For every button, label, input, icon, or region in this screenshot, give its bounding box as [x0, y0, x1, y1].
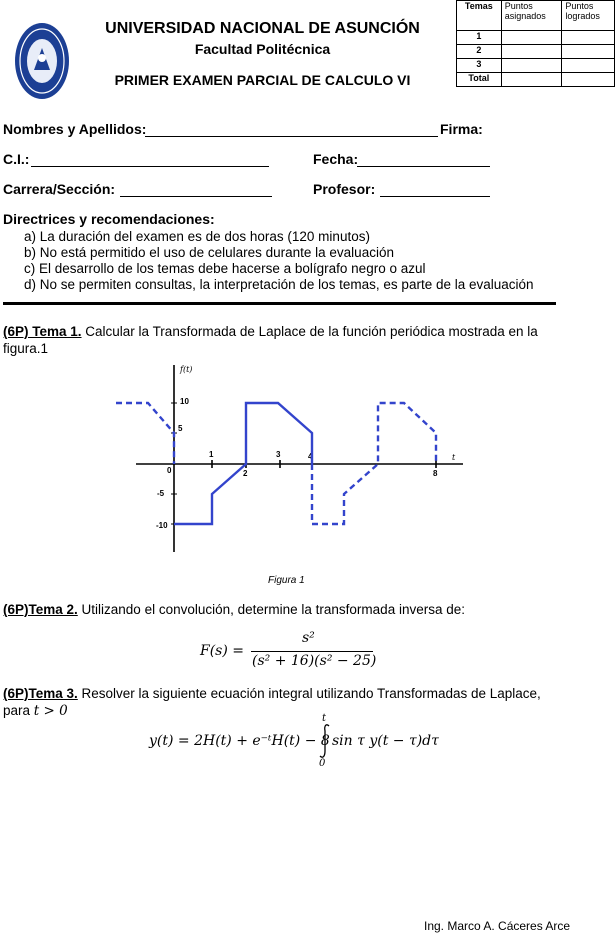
x-tick-1: 1	[209, 450, 214, 459]
grade-row-label: 2	[457, 45, 502, 59]
date-label: Fecha:	[313, 151, 359, 167]
eq1-numerator: s²	[302, 630, 315, 646]
directives-title: Directrices y recomendaciones:	[3, 211, 215, 227]
y-tick-5: 5	[178, 424, 183, 433]
task-2-text: Utilizando el convolución, determine la transformada inversa de:	[77, 602, 465, 617]
task-3-label: (6P)Tema 3.	[3, 686, 78, 701]
directive-item: a) La duración del examen es de dos horas (120 minutos)	[24, 229, 370, 244]
exam-title: PRIMER EXAMEN PARCIAL DE CALCULO VI	[114, 72, 411, 88]
task-3-text-2: para	[3, 703, 34, 718]
task-1	[3, 323, 563, 357]
grade-row-label: 1	[457, 31, 502, 45]
task-3-text: Resolver la siguiente ecuación integral utilizando Transformadas de Laplace,	[77, 686, 541, 701]
footer-author: Ing. Marco A. Cáceres Arce	[424, 919, 571, 933]
professor-line[interactable]	[380, 196, 490, 197]
ci-label: C.I.:	[3, 151, 30, 167]
eq2-integrand: sin τ y(t − τ)dτ	[332, 733, 439, 749]
date-line[interactable]	[357, 166, 490, 167]
professor-label: Profesor:	[313, 181, 376, 197]
faculty-name: Facultad Politécnica	[194, 41, 331, 57]
x-tick-8: 8	[433, 469, 438, 478]
eq1-denominator: (s² + 16)(s² − 25)	[252, 653, 377, 669]
eq2-lhs: y(t) = 2H(t) + e⁻ᵗH(t) − 8	[149, 733, 330, 749]
eq2-upper-limit: t	[322, 713, 327, 724]
grade-cell[interactable]	[562, 31, 615, 45]
grade-cell[interactable]	[501, 31, 562, 45]
grade-cell[interactable]	[562, 73, 615, 87]
col-asignados: Puntos asignados	[501, 1, 562, 31]
grade-cell[interactable]	[501, 59, 562, 73]
grade-row-label: 3	[457, 59, 502, 73]
x-tick-4: 4	[308, 452, 313, 461]
function-dashed-left	[116, 403, 174, 464]
directive-item: b) No está permitido el uso de celulares durante la evaluación	[24, 245, 394, 260]
col-logrados: Puntos logrados	[562, 1, 615, 31]
x-tick-3: 3	[276, 450, 281, 459]
directive-item: d) No se permiten consultas, la interpretación de los temas, es parte de la evaluación	[24, 277, 534, 292]
names-label: Nombres y Apellidos:	[3, 121, 147, 137]
y-tick-neg10: -10	[156, 521, 168, 530]
task-2-label: (6P)Tema 2.	[3, 602, 78, 617]
col-temas: Temas	[457, 1, 502, 31]
task-3	[3, 685, 563, 720]
signature-label: Firma:	[440, 121, 483, 137]
grade-cell[interactable]	[562, 45, 615, 59]
task-1-label: (6P) Tema 1.	[3, 324, 82, 339]
grade-cell[interactable]	[501, 73, 562, 87]
career-line[interactable]	[120, 196, 272, 197]
fraction-bar	[251, 651, 373, 652]
career-label: Carrera/Sección:	[3, 181, 116, 197]
x-tick-0: 0	[167, 466, 172, 475]
task-1-text: Calcular la Transformada de Laplace de la función periódica mostrada en la figura.1	[3, 324, 538, 356]
eq2-lower-limit: 0	[319, 758, 326, 769]
x-tick-2: 2	[243, 469, 248, 478]
names-line[interactable]	[145, 136, 438, 137]
section-divider	[3, 302, 556, 305]
directives-list	[24, 229, 534, 293]
university-seal	[14, 22, 70, 100]
integral-sign-icon	[318, 723, 332, 759]
task-3-condition: t > 0	[33, 703, 68, 719]
university-name: UNIVERSIDAD NACIONAL DE ASUNCIÓN	[105, 20, 420, 37]
ci-line[interactable]	[31, 166, 269, 167]
grade-row-label: Total	[457, 73, 502, 87]
task-2	[3, 601, 563, 618]
y-tick-neg5: -5	[157, 489, 165, 498]
grade-cell[interactable]	[562, 59, 615, 73]
eq1-lhs: F(s) =	[200, 643, 245, 659]
y-axis-label: f(t)	[180, 365, 193, 374]
directive-item: c) El desarrollo de los temas debe hacerse a bolígrafo negro o azul	[24, 261, 426, 276]
grade-table	[456, 0, 615, 87]
x-axis-label: t	[452, 453, 456, 462]
figure-1-plot	[108, 360, 468, 560]
grade-cell[interactable]	[501, 45, 562, 59]
figure-caption: Figura 1	[268, 575, 305, 586]
y-tick-10: 10	[180, 397, 189, 406]
